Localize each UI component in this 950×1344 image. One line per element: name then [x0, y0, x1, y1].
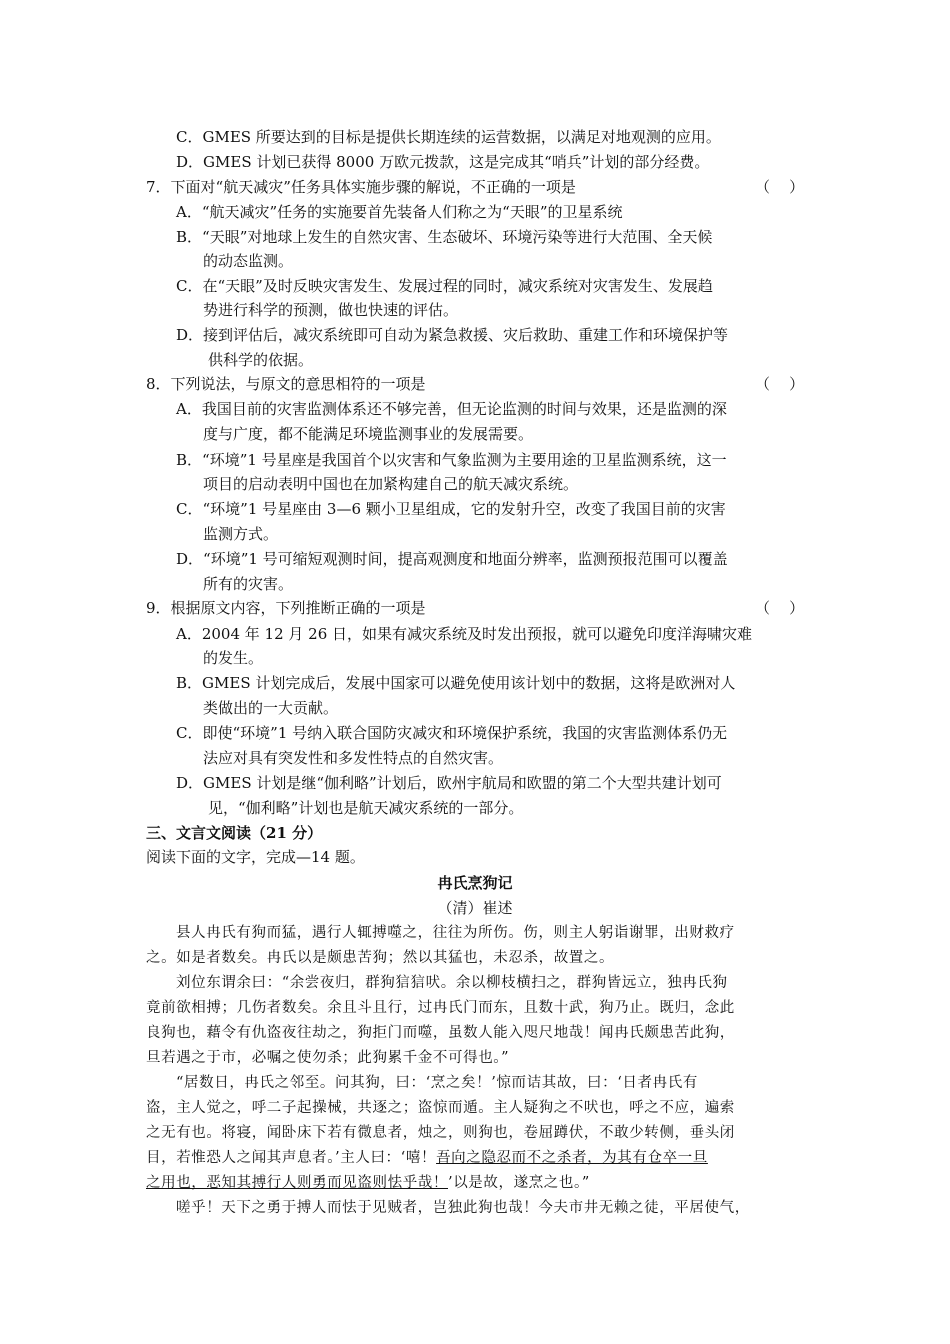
passage-paragraph-2: 刘位东谓余曰：“余尝夜归，群狗狺狺吠。余以柳枝横扫之，群狗皆远立，独冉氏狗 [176, 975, 728, 991]
q9-option-b: B．GMES 计划完成后，发展中国家可以避免使用该计划中的数据，这将是欧洲对人 [176, 674, 736, 692]
q9-stem: 9．根据原文内容，下列推断正确的一项是 [146, 599, 426, 617]
passage-paragraph-3-cont: 盗，主人觉之，呼二子起操械，共逐之；盗惊而遁。主人疑狗之不吠也，呼之不应，遍索 [146, 1100, 735, 1116]
q9-option-c-cont: 法应对具有突发性和多发性特点的自然灾害。 [203, 749, 504, 767]
passage-paragraph-2-cont: 旦若遇之于市，必嘱之使勿杀；此狗累千金不可得也。” [146, 1050, 510, 1066]
passage-paragraph-4: 嗟乎！天下之勇于搏人而怯于见贼者，岂独此狗也哉！今夫市井无赖之徒，平居使气， [176, 1200, 750, 1216]
q8-option-a-cont: 度与广度，都不能满足环境监测事业的发展需要。 [203, 425, 534, 443]
q8-option-b: B．“环境”1 号星座是我国首个以灾害和气象监测为主要用途的卫星监测系统，这一 [176, 451, 727, 469]
underlined-sentence: 之用也，恶知其搏行人则勇而见盗则怯乎哉！ [146, 1175, 448, 1191]
q7-option-b: B．“天眼”对地球上发生的自然灾害、生态破坏、环境污染等进行大范围、全天候 [176, 228, 713, 246]
q7-answer-blank: （ ） [755, 178, 805, 196]
passage-paragraph-3-cont: 之无有也。将寝，闻卧床下若有微息者，烛之，则狗也，卷屈蹲伏，不敢少转侧，垂头闭 [146, 1125, 735, 1141]
q8-option-d: D．“环境”1 号可缩短观测时间，提高观测度和地面分辨率，监测预报范围可以覆盖 [176, 550, 728, 568]
passage-text: ’以是故，遂烹之也。” [448, 1175, 590, 1191]
q7-option-c: C．在“天眼”及时反映灾害发生、发展过程的同时，减灾系统对灾害发生、发展趋 [176, 277, 713, 295]
q7-option-a: A．“航天减灾”任务的实施要首先装备人们称之为“天眼”的卫星系统 [176, 203, 623, 221]
q8-option-c: C．“环境”1 号星座由 3—6 颗小卫星组成，它的发射升空，改变了我国目前的灾害 [176, 500, 726, 518]
passage-title: 冉氏烹狗记 [437, 874, 513, 892]
q8-option-a: A．我国目前的灾害监测体系还不够完善，但无论监测的时间与效果，还是监测的深 [176, 400, 727, 418]
section-heading: 三、文言文阅读（21 分） [146, 824, 323, 842]
q8-answer-blank: （ ） [755, 375, 805, 393]
q9-option-b-cont: 类做出的一大贡献。 [203, 699, 339, 717]
q8-stem: 8．下列说法，与原文的意思相符的一项是 [146, 375, 426, 393]
q7-stem: 7．下面对“航天减灾”任务具体实施步骤的解说，不正确的一项是 [146, 178, 576, 196]
passage-author: （清）崔述 [437, 899, 513, 917]
section-instruction: 阅读下面的文字，完成—14 题。 [146, 848, 365, 866]
q7-option-b-cont: 的动态监测。 [203, 252, 294, 270]
q8-option-d-cont: 所有的灾害。 [203, 575, 294, 593]
q8-option-b-cont: 项目的启动表明中国也在加紧构建自己的航天减灾系统。 [203, 475, 579, 493]
q9-answer-blank: （ ） [755, 599, 805, 617]
q9-option-a: A．2004 年 12 月 26 日，如果有减灾系统及时发出预报，就可以避免印度洋海啸灾难 [176, 625, 753, 643]
q9-option-d-cont: 见，“伽利略”计划也是航天减灾系统的一部分。 [208, 799, 524, 817]
q9-option-a-cont: 的发生。 [203, 649, 264, 667]
passage-paragraph-3: “居数日，冉氏之邻至。问其狗，曰：‘烹之矣！’惊而诘其故，曰：‘日者冉氏有 [176, 1075, 698, 1091]
passage-paragraph-1: 县人冉氏有狗而猛，遇行人辄搏噬之，往往为所伤。伤，则主人躬诣谢罪，出财救疗 [176, 925, 735, 941]
passage-paragraph-3-cont [146, 1173, 590, 1193]
q6-option-c: C．GMES 所要达到的目标是提供长期连续的运营数据，以满足对地观测的应用。 [176, 128, 721, 146]
passage-paragraph-2-cont: 竟前欲相搏；几伤者数矣。余且斗且行，过冉氏门而东，且数十武，狗乃止。既归，念此 [146, 1000, 735, 1016]
q9-option-c: C．即使“环境”1 号纳入联合国防灾减灾和环境保护系统，我国的灾害监测体系仍无 [176, 724, 728, 742]
q6-option-d: D．GMES 计划已获得 8000 万欧元拨款，这是完成其“哨兵”计划的部分经费。 [176, 153, 710, 171]
passage-text: 目，若惟恐人之闻其声息者。’主人曰：‘嘻！ [146, 1150, 437, 1166]
q7-option-d-cont: 供科学的依据。 [208, 351, 314, 369]
passage-paragraph-1-cont: 之。如是者数矣。冉氏以是颇患苦狗；然以其猛也，未忍杀，故置之。 [146, 950, 615, 966]
passage-paragraph-2-cont: 良狗也，藉令有仇盗夜往劫之，狗拒门而噬，虽数人能入咫尺地哉！闻冉氏颇患苦此狗， [146, 1025, 735, 1041]
q9-option-d: D．GMES 计划是继“伽利略”计划后，欧州宇航局和欧盟的第二个大型共建计划可 [176, 774, 722, 792]
q7-option-d: D．接到评估后，减灾系统即可自动为紧急救援、灾后救助、重建工作和环境保护等 [176, 326, 729, 344]
q7-option-c-cont: 势进行科学的预测，做也快速的评估。 [203, 301, 459, 319]
passage-paragraph-3-cont [146, 1148, 708, 1168]
q8-option-c-cont: 监测方式。 [203, 525, 279, 543]
underlined-sentence: 吾向之隐忍而不之杀者，为其有仓卒一旦 [436, 1150, 708, 1166]
